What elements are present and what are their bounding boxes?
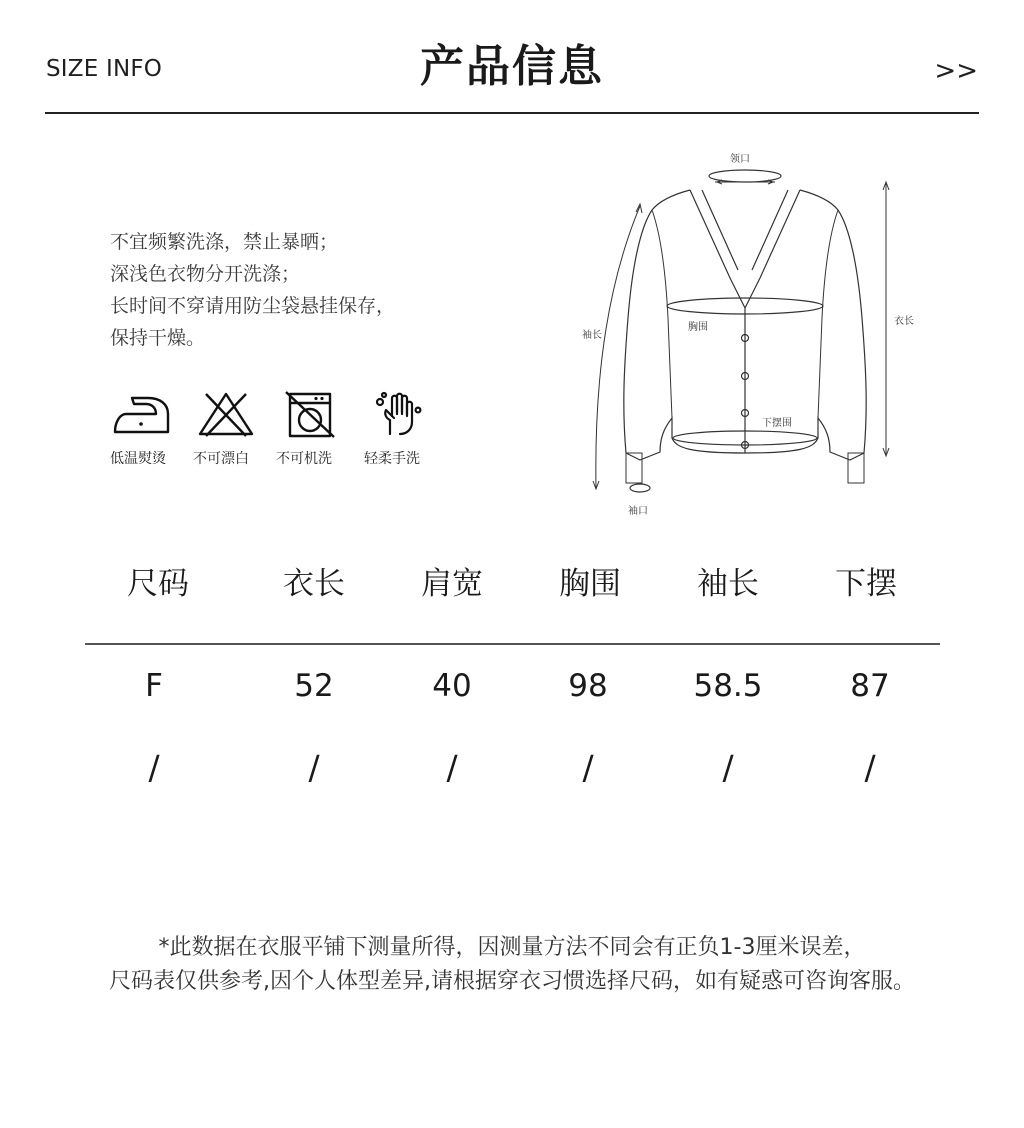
table-cell: / — [308, 748, 320, 787]
table-cell: / — [148, 748, 160, 787]
table-cell: 87 — [850, 668, 890, 704]
hem-label: 下摆围 — [762, 418, 792, 429]
table-header: 袖长 — [697, 566, 759, 602]
length-label: 衣长 — [894, 316, 914, 327]
table-cell: / — [722, 748, 734, 787]
table-header: 下摆 — [835, 566, 897, 602]
table-header: 衣长 — [283, 566, 345, 602]
table-cell: / — [446, 748, 458, 787]
table-header: 尺码 — [127, 566, 189, 602]
table-cell: 98 — [568, 668, 608, 704]
icon-label: 不可机洗 — [276, 451, 332, 467]
neckline-label: 领口 — [730, 154, 750, 165]
cardigan-measurement-diagram — [580, 148, 914, 520]
footnote-line: *此数据在衣服平铺下测量所得，因测量方法不同会有正负1-3厘米误差， — [158, 935, 866, 960]
low-temperature-iron-icon — [112, 390, 172, 438]
header-divider — [45, 112, 979, 114]
care-line: 不宜频繁洗涤，禁止暴晒； — [110, 231, 339, 253]
table-cell: / — [864, 748, 876, 787]
care-line: 长时间不穿请用防尘袋悬挂保存， — [110, 295, 396, 317]
chest-label: 胸围 — [688, 322, 708, 333]
icon-label: 不可漂白 — [193, 451, 249, 467]
care-line: 深浅色衣物分开洗涤； — [110, 263, 301, 285]
size-info-label: SIZE INFO — [46, 56, 163, 82]
gentle-hand-wash-icon — [368, 390, 428, 438]
table-header: 肩宽 — [421, 566, 483, 602]
next-arrows: >> — [934, 56, 978, 86]
table-cell: 58.5 — [693, 668, 763, 704]
table-divider — [85, 643, 940, 645]
icon-label: 轻柔手洗 — [364, 451, 420, 467]
sleeve-length-label: 袖长 — [582, 330, 602, 341]
cuff-label: 袖口 — [628, 506, 648, 517]
page-title: 产品信息 — [420, 41, 604, 92]
no-bleach-icon — [196, 390, 256, 438]
care-instructions — [110, 226, 395, 354]
table-cell: 52 — [294, 668, 334, 704]
no-machine-wash-icon — [280, 390, 340, 438]
table-cell: F — [145, 668, 163, 704]
icon-label: 低温熨烫 — [110, 451, 166, 467]
table-cell: / — [582, 748, 594, 787]
table-header: 胸围 — [559, 566, 621, 602]
footnote-line: 尺码表仅供参考,因个人体型差异,请根据穿衣习惯选择尺码，如有疑惑可咨询客服。 — [109, 969, 915, 994]
care-line: 保持干燥。 — [110, 327, 206, 349]
table-cell: 40 — [432, 668, 472, 704]
